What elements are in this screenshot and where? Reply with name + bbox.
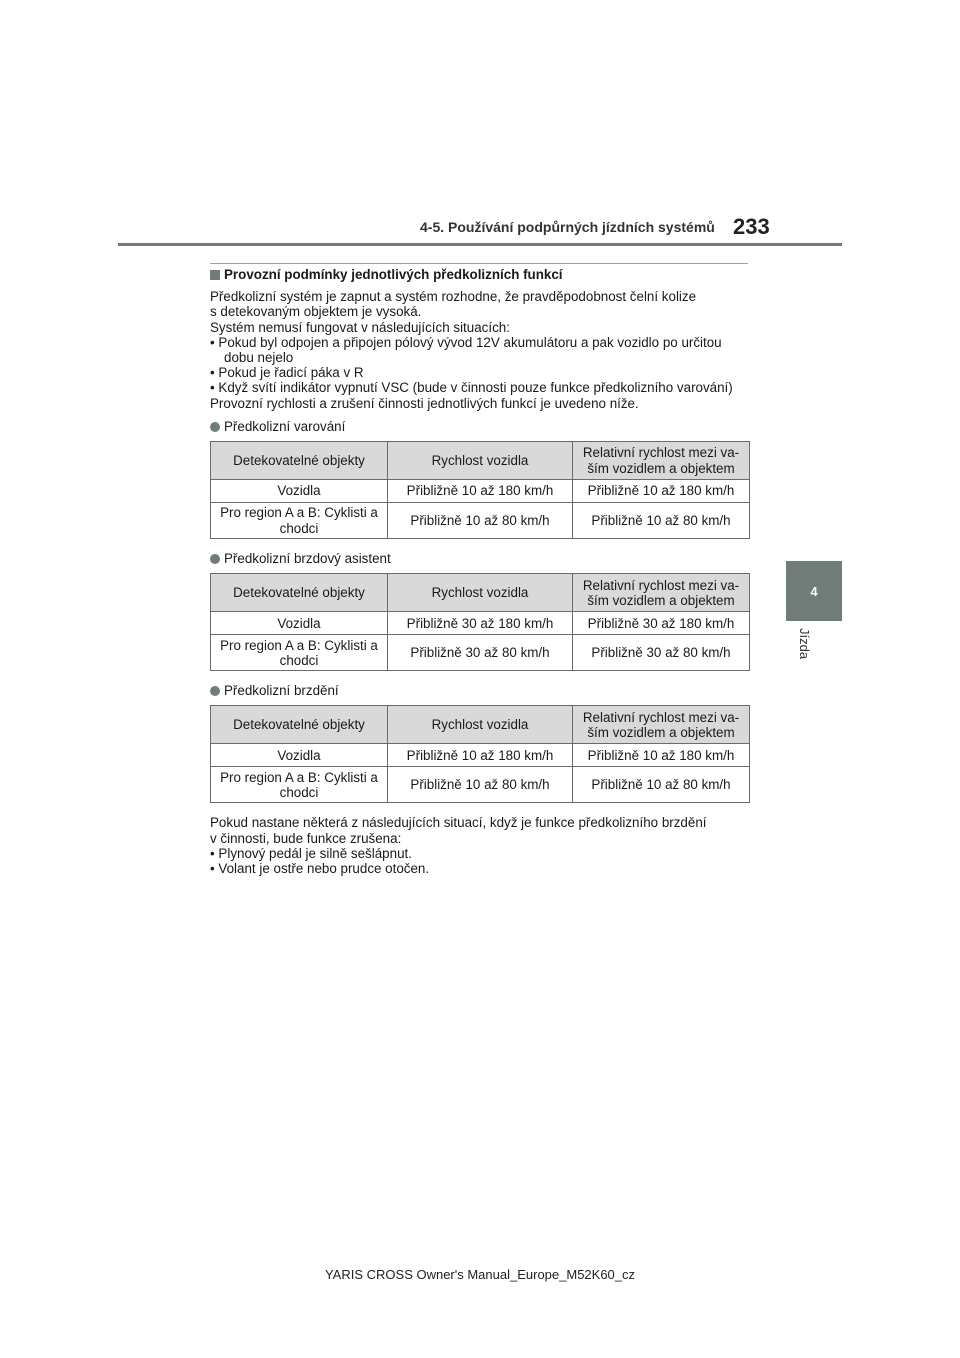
intro-line: Předkolizní systém je zapnut a systém rozhodne, že pravděpodobnost čelní kolize: [210, 289, 697, 305]
header-rule: [118, 243, 842, 246]
col-header-relative: Relativní rychlost mezi va-ším vozidlem a objektem: [573, 706, 750, 744]
list-item: • Plynový pedál je silně sešlápnut.: [210, 845, 412, 861]
cancel-line: v činnosti, bude funkce zrušena:: [210, 830, 402, 846]
cell-relative: Přibližně 10 až 80 km/h: [573, 767, 750, 803]
list-item: • Pokud je řadicí páka v R: [210, 365, 364, 381]
cell-relative: Přibližně 10 až 80 km/h: [573, 503, 750, 539]
chapter-tab: 4: [786, 561, 842, 621]
cancel-line: Pokud nastane některá z následujících situací, když je funkce předkolizního brzdění: [210, 815, 707, 831]
list-item: • Volant je ostře nebo prudce otočen.: [210, 861, 430, 877]
col-header-relative: Relativní rychlost mezi va-ším vozidlem a objektem: [573, 574, 750, 612]
footer-text: YARIS CROSS Owner's Manual_Europe_M52K60_cz: [324, 1267, 636, 1282]
page-number: 233: [733, 214, 770, 239]
cell-relative: Přibližně 30 až 80 km/h: [573, 635, 750, 671]
cell-objects: Vozidla: [211, 612, 388, 635]
section-divider: [210, 263, 748, 264]
table-row: [211, 767, 750, 803]
col-header-objects: Detekovatelné objekty: [211, 706, 388, 744]
col-header-relative: Relativní rychlost mezi va-ším vozidlem a objektem: [573, 442, 750, 480]
circle-bullet-icon: [210, 686, 220, 696]
cell-relative: Přibližně 10 až 180 km/h: [573, 480, 750, 503]
list-item: • Pokud byl odpojen a připojen pólový vývod 12V akumulátoru a pak vozidlo po určitou dobu nejelo: [210, 334, 722, 366]
circle-bullet-icon: [210, 422, 220, 432]
cell-speed: Přibližně 10 až 180 km/h: [388, 744, 573, 767]
cell-objects: Pro region A a B: Cyklisti a chodci: [211, 635, 388, 671]
cell-speed: Přibližně 10 až 80 km/h: [388, 767, 573, 803]
cell-objects: Pro region A a B: Cyklisti a chodci: [211, 767, 388, 803]
square-bullet-icon: [210, 270, 220, 280]
table-row: [211, 635, 750, 671]
table-row: [211, 744, 750, 767]
speed-table: [210, 705, 750, 803]
running-header: 4-5. Používání podpůrných jízdních systémů: [420, 219, 715, 235]
cell-objects: Vozidla: [211, 480, 388, 503]
col-header-objects: Detekovatelné objekty: [211, 574, 388, 612]
speed-table: [210, 441, 750, 539]
col-header-speed: Rychlost vozidla: [388, 442, 573, 480]
cell-speed: Přibližně 10 až 80 km/h: [388, 503, 573, 539]
table-header-row: [211, 706, 750, 744]
col-header-speed: Rychlost vozidla: [388, 574, 573, 612]
cell-relative: Přibližně 30 až 180 km/h: [573, 612, 750, 635]
table-row: [211, 612, 750, 635]
list-item: • Když svítí indikátor vypnutí VSC (bude v činnosti pouze funkce předkolizního varování): [210, 380, 733, 396]
cell-speed: Přibližně 10 až 180 km/h: [388, 480, 573, 503]
table-title: Předkolizní brzdový asistent: [210, 551, 750, 566]
section-heading: [210, 267, 750, 282]
table-title: Předkolizní brzdění: [210, 683, 750, 698]
table-row: [211, 480, 750, 503]
intro-line: Systém nemusí fungovat v následujících situacích:: [210, 319, 510, 335]
cell-speed: Přibližně 30 až 180 km/h: [388, 612, 573, 635]
circle-bullet-icon: [210, 554, 220, 564]
cell-speed: Přibližně 30 až 80 km/h: [388, 635, 573, 671]
speeds-line: Provozní rychlosti a zrušení činnosti jednotlivých funkcí je uvedeno níže.: [210, 395, 639, 411]
cell-objects: Vozidla: [211, 744, 388, 767]
cell-objects: Pro region A a B: Cyklisti a chodci: [211, 503, 388, 539]
col-header-objects: Detekovatelné objekty: [211, 442, 388, 480]
table-header-row: [211, 442, 750, 480]
col-header-speed: Rychlost vozidla: [388, 706, 573, 744]
speed-table: [210, 573, 750, 671]
table-title: Předkolizní varování: [210, 419, 750, 434]
table-header-row: [211, 574, 750, 612]
section-heading-text: Provozní podmínky jednotlivých předkolizních funkcí: [224, 267, 563, 282]
chapter-label: Jízda: [797, 628, 812, 660]
page-content: [210, 267, 750, 876]
cell-relative: Přibližně 10 až 180 km/h: [573, 744, 750, 767]
table-row: [211, 503, 750, 539]
intro-line: s detekovaným objektem je vysoká.: [210, 304, 422, 320]
